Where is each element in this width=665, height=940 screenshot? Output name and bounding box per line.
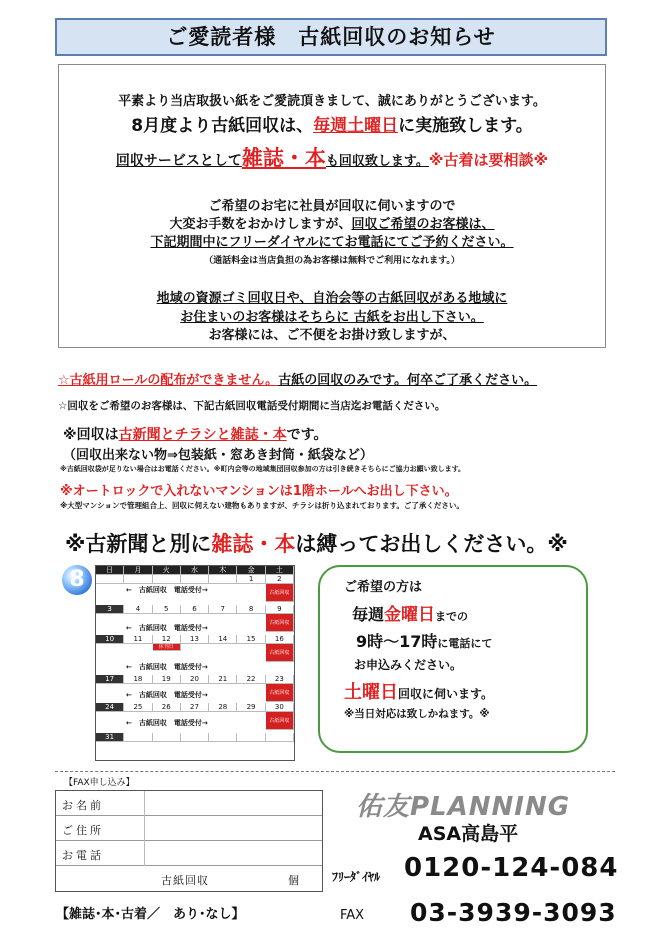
calendar-day: 2 xyxy=(266,575,294,584)
calendar-collect-mark: 古紙回収 xyxy=(266,584,294,602)
calendar-day: 26 xyxy=(153,703,181,712)
calendar-day: 15 xyxy=(237,635,265,644)
note-roll xyxy=(58,369,537,388)
notice-line-7: （通話料金は当店負担の為お客様は無料でご利用になれます。） xyxy=(204,256,460,266)
calendar-day: 24 xyxy=(96,703,124,712)
calendar xyxy=(95,565,295,761)
calendar-reception-week5: ← 古紙回収 電話受付→ xyxy=(126,719,208,727)
fax-options: 【雑誌･本･古着／ あり･なし】 xyxy=(56,907,245,922)
apply-line-5 xyxy=(344,678,493,704)
calendar-holiday-mark: 休刊日 xyxy=(153,644,181,651)
note-roll-b: 古紙の回収のみです。何卒ご了承ください。 xyxy=(278,373,538,388)
big-notice-a: ※古新聞と別に xyxy=(65,532,212,556)
apply-line-2c: までの xyxy=(435,610,469,623)
apply-line-6: ※当日対応は致しかねます。※ xyxy=(344,708,490,720)
calendar-day: 7 xyxy=(209,605,237,614)
calendar-day: 5 xyxy=(153,605,181,614)
calendar-collect-mark: 古紙回収 xyxy=(266,614,294,632)
fax-unit-label: 個 xyxy=(288,874,302,887)
calendar-collect-mark: 古紙回収 xyxy=(266,644,294,662)
calendar-day: 8 xyxy=(237,605,265,614)
calendar-day: 11 xyxy=(124,635,152,644)
company-logo: 佑友PLANNING xyxy=(356,792,571,822)
notice-line-5 xyxy=(58,213,606,232)
calendar-day: 4 xyxy=(124,605,152,614)
calendar-day xyxy=(266,733,294,742)
apply-line-3b: に電話にて xyxy=(437,637,493,650)
notice-line-2b: 毎週土曜日 xyxy=(313,116,399,136)
notice-line-3a: 回収サービスとして xyxy=(115,153,242,169)
calendar-day xyxy=(209,733,237,742)
big-notice xyxy=(65,528,568,558)
notice-line-4: ご希望のお宅に社員が回収に伺いますので xyxy=(208,199,456,214)
calendar-day: 27 xyxy=(181,703,209,712)
notice-line-3b: 雑誌・本 xyxy=(241,146,326,170)
notice-line-3 xyxy=(58,142,606,172)
month-badge: 8 xyxy=(62,565,92,595)
calendar-day: 10 xyxy=(96,635,124,644)
calendar-reception-week2: ← 古紙回収 電話受付→ xyxy=(126,624,208,632)
fax-address-label: ご住所 xyxy=(62,824,104,837)
calendar-weekday: 木 xyxy=(209,566,237,575)
big-notice-b: 雑誌・本 xyxy=(211,532,296,556)
calendar-weekday: 金 xyxy=(237,566,265,575)
calendar-day: 22 xyxy=(237,675,265,684)
note-roll-a: ☆古紙用ロールの配布ができません。 xyxy=(58,373,279,388)
freedial-label: ﾌﾘｰﾀﾞｲﾔﾙ xyxy=(332,870,381,884)
company-name: ASA高島平 xyxy=(418,823,519,845)
calendar-reception-week3: ← 古紙回収 電話受付→ xyxy=(126,663,208,671)
calendar-day: 16 xyxy=(266,635,294,644)
apply-line-3a: 9時〜17時 xyxy=(356,632,438,651)
fax-form xyxy=(55,790,323,892)
notice-line-5b: 回収ご希望のお客様は、 xyxy=(351,217,495,232)
fax-phone-label: お電話 xyxy=(62,849,104,862)
calendar-weekday: 水 xyxy=(181,566,209,575)
calendar-day: 31 xyxy=(96,733,124,742)
fax-name-label: お名前 xyxy=(62,799,104,812)
notice-line-10: お客様には、ご不便をお掛け致しますが、 xyxy=(208,328,456,343)
apply-line-2a: 毎週 xyxy=(352,605,385,624)
note-items-b: 古新聞とチラシと雑誌・本 xyxy=(118,427,287,443)
notice-line-3c: も回収致します。 xyxy=(325,154,429,169)
fax-label: FAX xyxy=(340,908,365,923)
note-items xyxy=(63,424,328,444)
calendar-reception-week4: ← 古紙回収 電話受付→ xyxy=(126,691,208,699)
calendar-day: 12 xyxy=(153,635,181,644)
fax-paper-label: 古紙回収 xyxy=(161,874,209,887)
note-mansion: ※大型マンションで管理組合上、回収に伺えない建物もありますが、チラシは折り込まれております。ご了承ください。 xyxy=(60,501,464,510)
notice-line-6: 下記期間中にフリーダイヤルにてお電話にてご予約ください。 xyxy=(150,235,514,250)
apply-line-3 xyxy=(356,629,492,652)
notice-line-2a: 8月度より古紙回収は、 xyxy=(131,116,314,136)
calendar-day: 1 xyxy=(237,575,265,584)
calendar-day: 6 xyxy=(181,605,209,614)
note-excluded: （回収出来ない物⇒包装紙・窓あき封筒・紙袋など） xyxy=(63,448,373,463)
calendar-day xyxy=(181,733,209,742)
calendar-weekday: 月 xyxy=(124,566,152,575)
calendar-day: 29 xyxy=(237,703,265,712)
calendar-day: 23 xyxy=(266,675,294,684)
note-autolock: ※オートロックで入れないマンションは1階ホールへお出し下さい。 xyxy=(60,484,458,499)
calendar-day: 19 xyxy=(153,675,181,684)
notice-line-1: 平素より当店取扱い紙をご愛読頂きまして、誠にありがとうございます。 xyxy=(118,94,546,109)
apply-line-5b: 回収に伺います。 xyxy=(398,687,494,701)
big-notice-c: は縛ってお出しください。※ xyxy=(295,532,568,556)
note-call: ☆回収をご希望のお客様は、下記古紙回収電話受付期間に当店迄お電話ください。 xyxy=(58,400,446,412)
calendar-day xyxy=(209,575,237,584)
notice-line-3d: ※古着は要相談※ xyxy=(428,151,549,169)
calendar-weekday: 土 xyxy=(266,566,294,575)
apply-line-2 xyxy=(352,600,468,625)
calendar-day: 3 xyxy=(96,605,124,614)
calendar-day xyxy=(124,575,152,584)
calendar-reception-week1: ← 古紙回収 電話受付→ xyxy=(126,586,208,594)
calendar-day: 14 xyxy=(209,635,237,644)
calendar-day xyxy=(153,575,181,584)
fax-form-header: 【FAX申し込み】 xyxy=(64,778,135,788)
calendar-collect-mark: 古紙回収 xyxy=(266,712,294,730)
note-items-a: ※回収は xyxy=(63,427,119,443)
calendar-day: 13 xyxy=(181,635,209,644)
calendar-day xyxy=(124,733,152,742)
calendar-day: 18 xyxy=(124,675,152,684)
notice-line-2c: に実施致します。 xyxy=(398,116,533,136)
freedial-number: 0120-124-084 xyxy=(404,853,619,883)
calendar-weekday: 火 xyxy=(153,566,181,575)
calendar-day: 25 xyxy=(124,703,152,712)
calendar-day: 17 xyxy=(96,675,124,684)
cut-line xyxy=(55,771,615,772)
notice-line-8: 地域の資源ゴミ回収日や、自治会等の古紙回収がある地域に xyxy=(156,291,508,306)
calendar-day: 9 xyxy=(266,605,294,614)
page-title: ご愛読者様 古紙回収のお知らせ xyxy=(55,18,607,56)
apply-line-5a: 土曜日 xyxy=(344,682,398,703)
notice-line-9: お住まいのお客様はそちらに 古紙をお出し下さい。 xyxy=(180,310,484,325)
apply-line-4: お申込みください。 xyxy=(354,658,463,672)
calendar-day xyxy=(153,733,181,742)
note-bags: ※古紙回収袋が足りない場合はお電話ください。※町内会等の地域集団回収参加の方は引き続きそちらにご協力お願い致します。 xyxy=(60,465,466,473)
notice-line-5a: 大変お手数をおかけしますが、 xyxy=(169,217,352,232)
calendar-weekday: 日 xyxy=(96,566,124,575)
calendar-day xyxy=(181,575,209,584)
calendar-day xyxy=(237,733,265,742)
calendar-day: 28 xyxy=(209,703,237,712)
calendar-day: 21 xyxy=(209,675,237,684)
apply-line-1: ご希望の方は xyxy=(344,580,423,595)
calendar-day: 30 xyxy=(266,703,294,712)
calendar-day xyxy=(96,575,124,584)
apply-line-2b: 金曜日 xyxy=(384,605,436,625)
calendar-collect-mark: 古紙回収 xyxy=(266,684,294,702)
note-items-c: です。 xyxy=(286,427,328,443)
calendar-day: 20 xyxy=(181,675,209,684)
fax-number: 03-3939-3093 xyxy=(410,898,617,927)
notice-line-2 xyxy=(58,111,606,136)
